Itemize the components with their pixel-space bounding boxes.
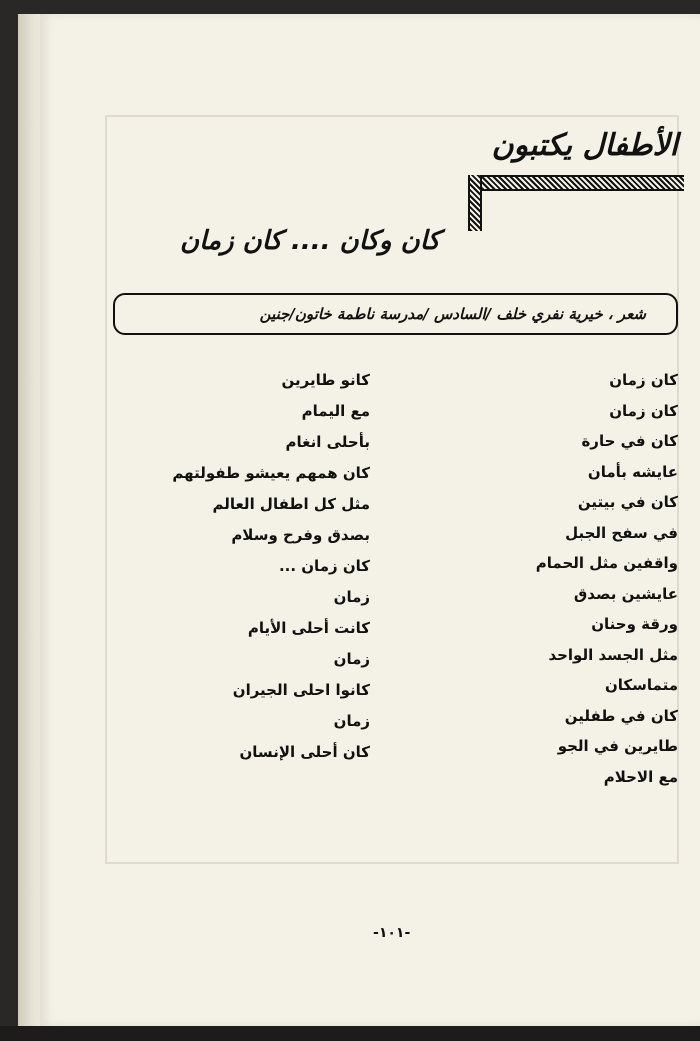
poem-line: مع اليمام — [301, 402, 370, 420]
poem-line: واقفين مثل الحمام — [535, 554, 678, 572]
poem-line: كان في حارة — [581, 432, 678, 450]
poem-line: زمان — [333, 712, 370, 730]
poem-line: ورقة وحنان — [591, 615, 678, 633]
page-number: -١٠١- — [373, 925, 411, 941]
poem-line: متماسكان — [604, 676, 678, 694]
section-header: الأطفال يكتبون — [491, 128, 678, 163]
poem-line: في سفح الجبل — [565, 523, 678, 542]
poem-line: كانوا احلى الجيران — [232, 681, 370, 699]
poem-line: كان زمان — [609, 371, 678, 389]
poem-line: كان زمان ... — [278, 557, 370, 575]
poem-line: مثل كل اطفال العالم — [212, 495, 370, 513]
poem-line: مثل الجسد الواحد — [548, 645, 678, 664]
poem-line: بأحلى انغام — [285, 433, 370, 451]
poem-line: كان زمان — [609, 401, 678, 420]
header-decorative-rule — [476, 175, 684, 191]
poem-line: عايشين بصدق — [573, 584, 678, 603]
poem-line: كانت أحلى الأيام — [247, 619, 370, 637]
poem-line: كانو طايرين — [281, 371, 370, 389]
poem-line: كان همهم يعيشو طفولتهم — [172, 464, 370, 482]
poem-line: كان في بيتين — [577, 493, 678, 511]
poem-line: بصدق وفرح وسلام — [231, 526, 370, 544]
poem-line: عايشه بأمان — [587, 462, 678, 481]
scan-shadow — [0, 1026, 700, 1041]
poem-credit-box — [113, 293, 678, 335]
poem-right-column — [418, 365, 678, 792]
poem-credit: شعر ، خيرية نفري خلف /السادس /مدرسة ناطمة خاتون/جنين — [259, 305, 646, 323]
poem-line: مع الاحلام — [603, 767, 678, 786]
poem-line: طايرين في الجو — [557, 737, 678, 755]
header-decorative-drop — [468, 175, 482, 231]
poem-line: زمان — [333, 650, 370, 668]
poem-left-column — [90, 365, 370, 768]
poem-line: زمان — [333, 588, 370, 606]
poem-line: كان أحلى الإنسان — [239, 743, 370, 761]
poem-title: كان وكان .... كان زمان — [180, 226, 440, 256]
poem-line: كان في طفلين — [564, 706, 678, 725]
